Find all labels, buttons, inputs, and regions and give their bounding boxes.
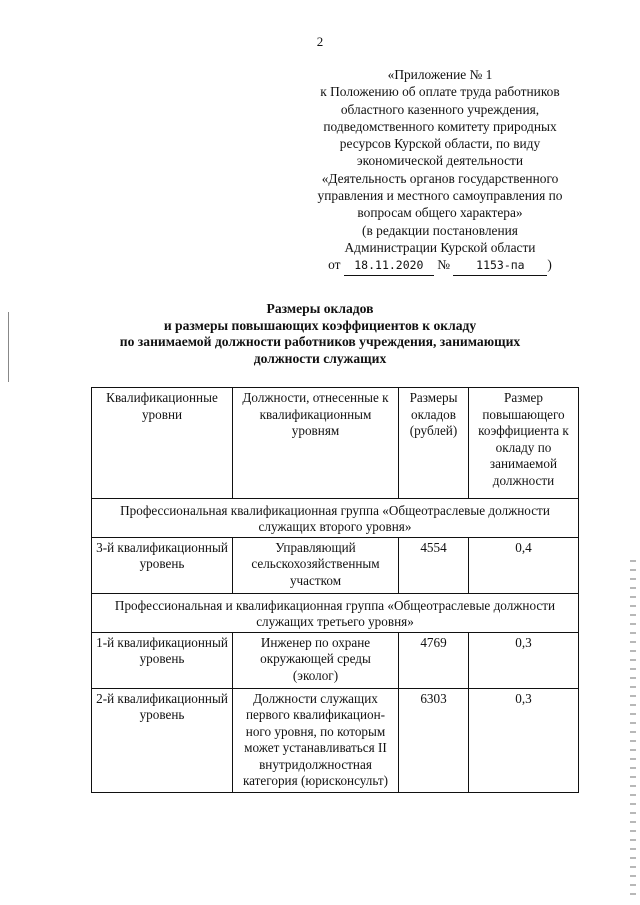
- appendix-line: областного казенного учреждения,: [340, 101, 540, 117]
- resolution-number: 1153-па: [453, 257, 547, 275]
- header-salary: Размеры окладов (рублей): [399, 388, 469, 499]
- cell-salary: 4554: [399, 537, 469, 593]
- appendix-line: Администрации Курской области: [344, 239, 536, 255]
- title-line: и размеры повышающих коэффициентов к окладу: [163, 317, 477, 333]
- group-title: Профессиональная квалификационная группа «Общеотраслевые должности служащих второго уровня»: [92, 498, 579, 537]
- appendix-line: «Приложение № 1: [387, 67, 493, 82]
- cell-position: Инженер по охране окружающей среды (эколог): [233, 632, 399, 688]
- salary-table: [91, 387, 579, 793]
- appendix-line: управления и местного самоуправления по: [317, 188, 563, 204]
- appendix-line: к Положению об оплате труда работников: [320, 84, 560, 100]
- title-line: Размеры окладов: [266, 301, 374, 316]
- date-prefix: от: [328, 257, 341, 273]
- cell-salary: 6303: [399, 688, 469, 793]
- cell-coefficient: 0,3: [469, 688, 579, 793]
- group-row: [92, 498, 579, 537]
- appendix-header: [295, 66, 585, 276]
- cell-level: 3-й квалификационный уровень: [92, 537, 233, 593]
- header-qualification-levels: Квалификационные уровни: [92, 388, 233, 499]
- page-number: 2: [316, 34, 324, 49]
- header-coefficient: Размер повышающего коэффициента к окладу по занимаемой должности: [469, 388, 579, 499]
- resolution-date: 18.11.2020: [344, 257, 434, 275]
- cell-coefficient: 0,3: [469, 632, 579, 688]
- table-row: [92, 632, 579, 688]
- group-row: [92, 593, 579, 632]
- appendix-line: подведомственного комитету природных: [323, 118, 557, 134]
- title-line: должности служащих: [253, 350, 387, 366]
- appendix-line: (в редакции постановления: [362, 222, 518, 238]
- cell-position: Должности служащих первого квалификацион-ного уровня, по которым может устанавливаться II внутридолжностная категория (юрисконсульт): [233, 688, 399, 793]
- header-positions: Должности, отнесенные к квалификационным уровням: [233, 388, 399, 499]
- table-header-row: [92, 388, 579, 499]
- closing-paren: ): [547, 257, 552, 273]
- document-title: [110, 301, 530, 367]
- scan-edge-dots: [630, 560, 636, 900]
- cell-position: Управляющий сельскохозяйственным участком: [233, 537, 399, 593]
- appendix-line: экономической деятельности: [356, 153, 524, 169]
- number-prefix: №: [437, 257, 451, 273]
- table-row: [92, 688, 579, 793]
- resolution-reference: [295, 256, 585, 275]
- cell-level: 2-й квалификационный уровень: [92, 688, 233, 793]
- cell-salary: 4769: [399, 632, 469, 688]
- group-title: Профессиональная и квалификационная группа «Общеотраслевые должности служащих третьего уровня»: [92, 593, 579, 632]
- appendix-line: «Деятельность органов государственного: [321, 170, 559, 186]
- table-row: [92, 537, 579, 593]
- appendix-line: ресурсов Курской области, по виду: [339, 136, 541, 152]
- cell-level: 1-й квалификационный уровень: [92, 632, 233, 688]
- title-line: по занимаемой должности работников учреждения, занимающих: [119, 334, 521, 350]
- appendix-line: вопросам общего характера»: [357, 205, 523, 221]
- cell-coefficient: 0,4: [469, 537, 579, 593]
- scan-margin-line: [8, 312, 9, 382]
